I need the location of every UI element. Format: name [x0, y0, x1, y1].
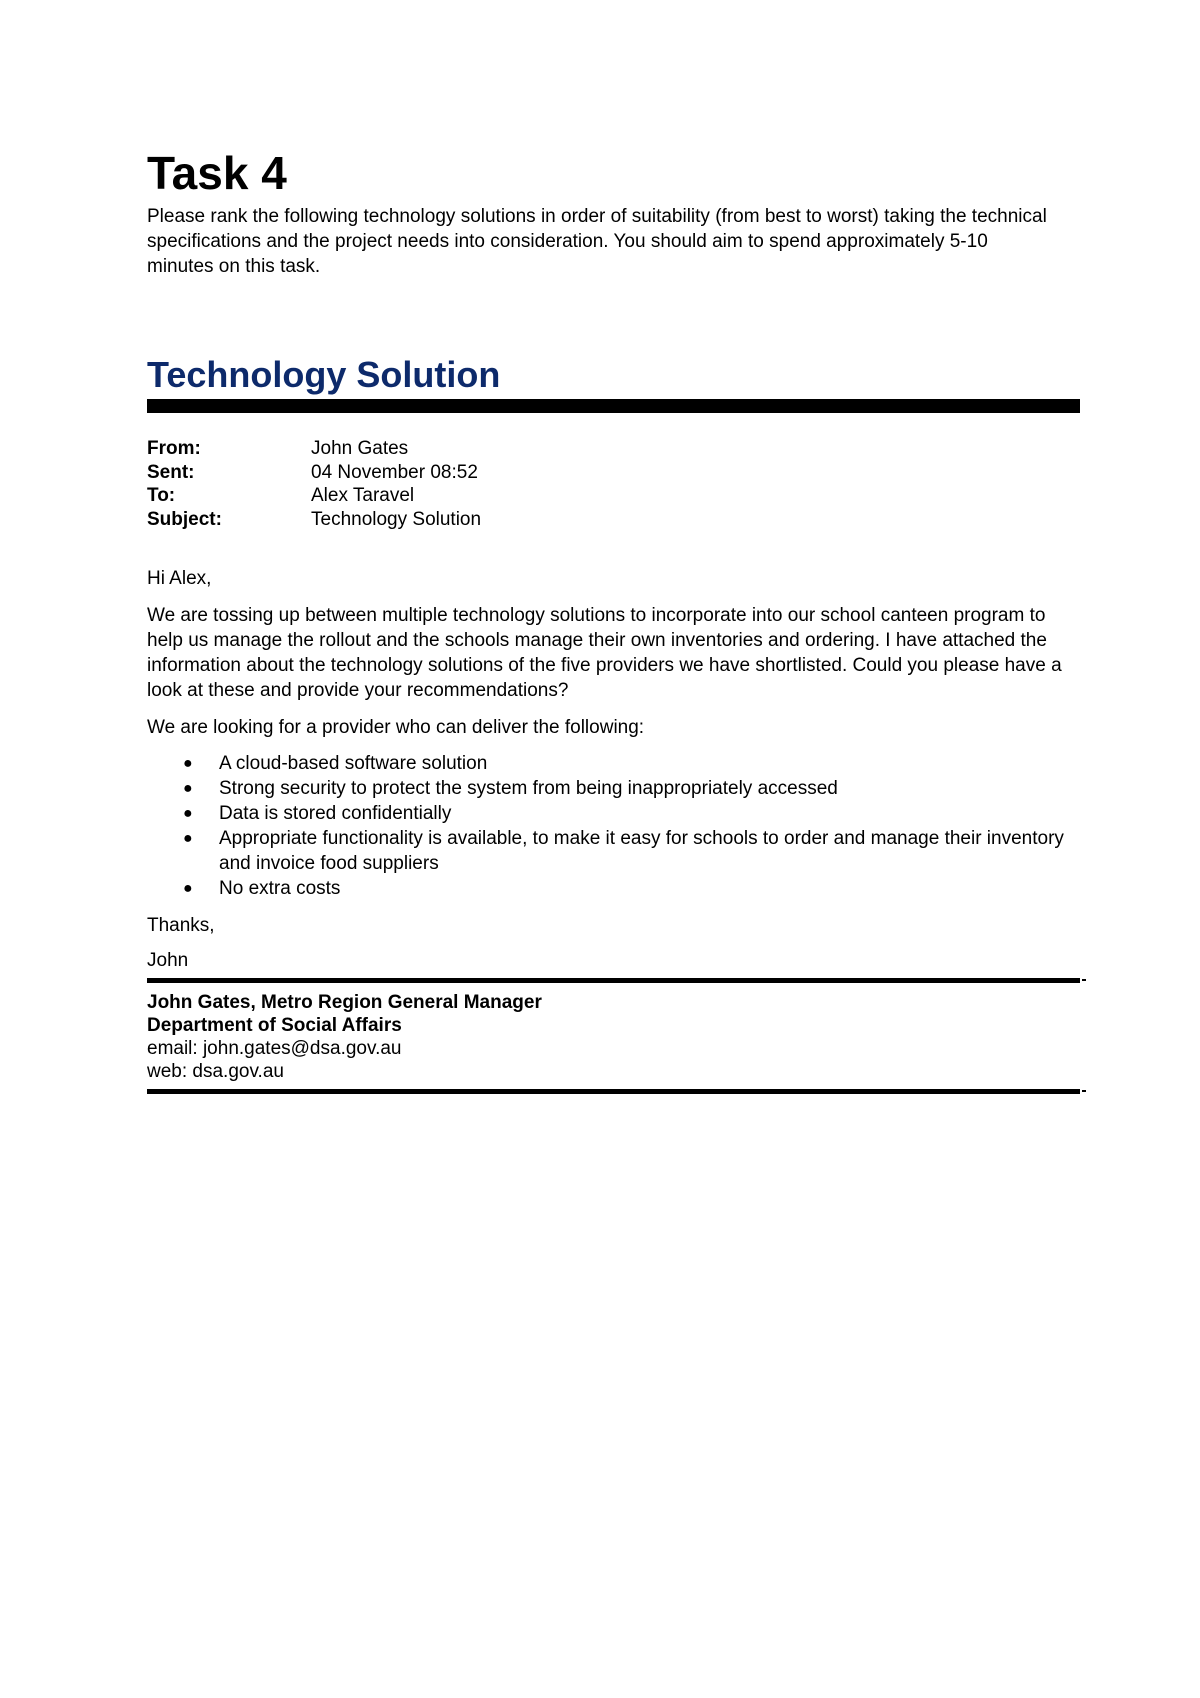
requirements-list [147, 751, 1082, 901]
sent-value: 04 November 08:52 [311, 461, 478, 483]
requirement-text: No extra costs [219, 878, 341, 899]
bullet-icon: ● [183, 755, 193, 772]
signature-divider-top [147, 978, 1080, 983]
email-greeting: Hi Alex, [147, 568, 212, 589]
task-instructions: Please rank the following technology solutions in order of suitability (from best to worst) taking the technical specifications and the project needs into consideration. You should aim to spend approximately 5-10 minutes on this task. [147, 206, 1047, 277]
list-item [147, 751, 1082, 776]
email-closing: Thanks, [147, 915, 215, 936]
from-value: John Gates [311, 438, 409, 459]
email-header [147, 437, 1082, 531]
signature-email: email: john.gates@dsa.gov.au [147, 1038, 402, 1059]
section-divider [147, 399, 1080, 413]
subject-label: Subject: [147, 508, 222, 530]
email-paragraph: We are looking for a provider who can deliver the following: [147, 717, 645, 738]
email-subject-row [147, 508, 1082, 532]
requirement-text: A cloud-based software solution [219, 753, 488, 774]
to-value: Alex Taravel [311, 485, 415, 506]
list-item [147, 801, 1082, 826]
email-paragraph: We are tossing up between multiple technology solutions to incorporate into our school canteen program to help us manage the rollout and the schools manage their own inventories and ordering. I have attached the information about the technology solutions of the five providers we have shortlisted. Could you please have a look at these and provide your recommendations? [147, 605, 1062, 701]
from-label: From: [147, 438, 201, 459]
signature-name-title: John Gates, Metro Region General Manager [147, 992, 542, 1013]
email-signature [147, 991, 1082, 1083]
requirement-text: Strong security to protect the system from being inappropriately accessed [219, 778, 838, 799]
section-title: Technology Solution [147, 354, 501, 395]
email-sender-name: John [147, 950, 189, 971]
signature-web: web: dsa.gov.au [147, 1061, 284, 1082]
sent-label: Sent: [147, 461, 195, 483]
email-to-row [147, 484, 1082, 508]
requirement-text: Data is stored confidentially [219, 803, 452, 824]
document-page [147, 140, 1082, 1094]
to-label: To: [147, 485, 176, 506]
email-from-row [147, 437, 1082, 461]
bullet-icon: ● [183, 880, 193, 897]
bullet-icon: ● [183, 805, 193, 822]
subject-value: Technology Solution [311, 508, 482, 530]
task-title: Task 4 [147, 147, 287, 199]
signature-department: Department of Social Affairs [147, 1015, 402, 1036]
list-item [147, 876, 1082, 901]
email-sent-row [147, 461, 1082, 485]
bullet-icon: ● [183, 780, 193, 797]
signature-divider-bottom [147, 1089, 1080, 1094]
list-item [147, 776, 1082, 801]
requirement-text: Appropriate functionality is available, to make it easy for schools to order and manage their inventory and invoice food suppliers [219, 828, 1064, 874]
bullet-icon: ● [183, 830, 193, 847]
list-item [147, 826, 1082, 876]
